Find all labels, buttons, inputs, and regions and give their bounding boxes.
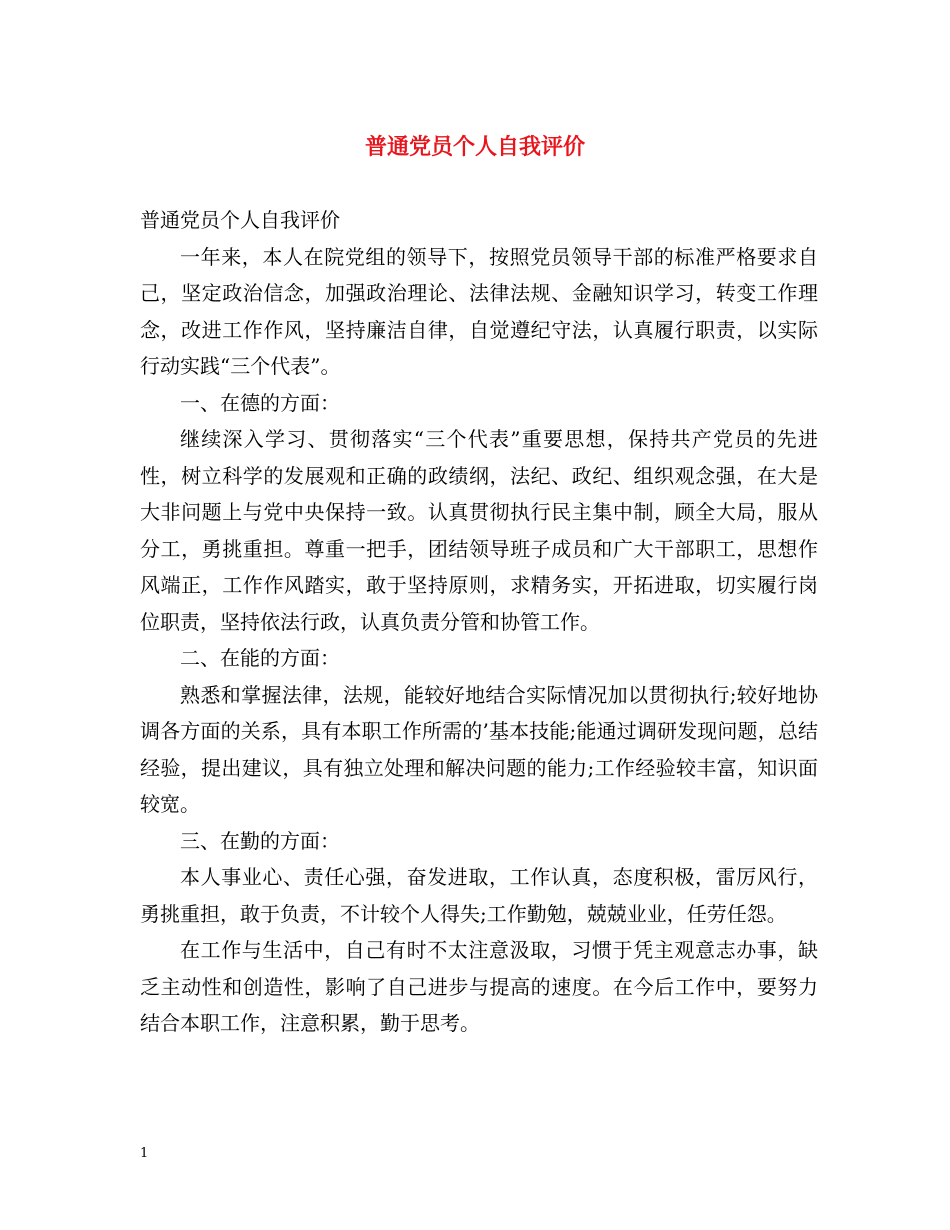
- section-heading-diligence: 三、在勤的方面：: [180, 828, 340, 853]
- intro-paragraph: 一年来，本人在院党组的领导下，按照党员领导干部的标准严格要求自己，坚定政治信念，加强政治理论、法律法规、金融知识学习，转变工作理念，改进工作作风，坚持廉洁自律，自觉遵纪守法，认真履行职责，以实际行动实践“三个代表”。: [140, 244, 818, 378]
- document-body: [140, 202, 818, 1042]
- document-title: 普通党员个人自我评价: [364, 134, 585, 160]
- ability-paragraph: 熟悉和掌握法律，法规，能较好地结合实际情况加以贯彻执行;较好地协调各方面的关系，具有本职工作所需的’基本技能;能通过调研发现问题，总结经验，提出建议，具有独立处理和解决问题的能力;工作经验较丰富，知识面较宽。: [140, 682, 818, 816]
- subtitle-paragraph: 普通党员个人自我评价: [140, 208, 340, 232]
- page-number: 1: [140, 1146, 149, 1161]
- improvement-paragraph: 在工作与生活中，自己有时不太注意汲取，习惯于凭主观意志办事，缺乏主动性和创造性，影响了自己进步与提高的速度。在今后工作中，要努力结合本职工作，注意积累，勤于思考。: [140, 938, 818, 1035]
- diligence-paragraph: 本人事业心、责任心强，奋发进取，工作认真，态度积极，雷厉风行，勇挑重担，敢于负责，不计较个人得失;工作勤勉，兢兢业业，任劳任怨。: [140, 865, 818, 926]
- section-heading-morality: 一、在德的方面：: [180, 390, 340, 415]
- morality-paragraph: 继续深入学习、贯彻落实“三个代表”重要思想，保持共产党员的先进性，树立科学的发展观和正确的政绩纲，法纪、政纪、组织观念强，在大是大非问题上与党中央保持一致。认真贯彻执行民主集中制，顾全大局，服从分工，勇挑重担。尊重一把手，团结领导班子成员和广大干部职工，思想作风端正，工作作风踏实，敢于坚持原则，求精务实，开拓进取，切实履行岗位职责，坚持依法行政，认真负责分管和协管工作。: [140, 427, 818, 634]
- section-heading-ability: 二、在能的方面：: [180, 646, 340, 670]
